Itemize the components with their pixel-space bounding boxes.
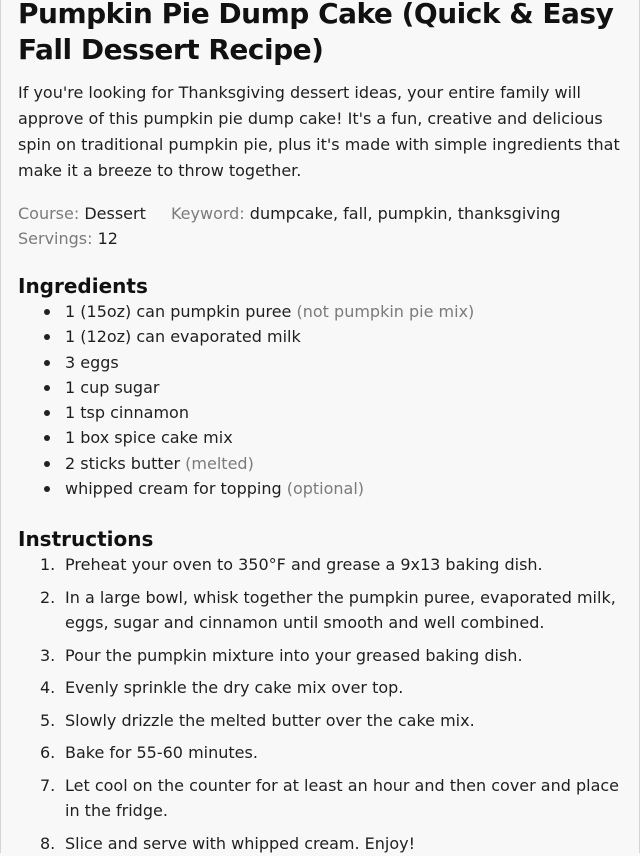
instruction-step xyxy=(18,552,623,578)
ingredient-note: (not pumpkin pie mix) xyxy=(296,302,475,321)
instruction-step xyxy=(18,585,623,636)
meta-row-course-keyword xyxy=(18,201,623,226)
page-title: Pumpkin Pie Dump Cake (Quick & Easy Fall Dessert Recipe) xyxy=(18,0,614,66)
bullet-icon xyxy=(44,360,50,366)
servings-label: Servings: xyxy=(18,229,93,248)
step-number: 8. xyxy=(40,833,56,853)
instruction-step xyxy=(18,675,623,701)
bullet-icon xyxy=(44,486,50,492)
ingredient-item xyxy=(18,324,623,349)
step-text: Evenly sprinkle the dry cake mix over top. xyxy=(65,678,404,698)
step-number: 6. xyxy=(40,743,56,763)
instructions-list xyxy=(18,552,623,856)
ingredient-text: 1 (15oz) can pumpkin puree xyxy=(65,302,292,321)
ingredient-item xyxy=(18,350,623,375)
recipe-intro: If you're looking for Thanksgiving dessert ideas, your entire family will approve of this pumpkin pie dump cake! It's a fun, creative and delicious spin on traditional pumpkin pie, plus it's made with simple ingredients that make it a breeze to throw together. xyxy=(18,83,620,180)
instruction-step xyxy=(18,740,623,766)
ingredient-item xyxy=(18,451,623,476)
instruction-step xyxy=(18,643,623,669)
ingredients-list xyxy=(18,299,623,501)
bullet-icon xyxy=(44,410,50,416)
step-text: Pour the pumpkin mixture into your greased baking dish. xyxy=(65,645,523,665)
ingredients-heading: Ingredients xyxy=(18,274,148,298)
step-number: 1. xyxy=(40,555,56,575)
ingredient-item xyxy=(18,476,623,501)
ingredient-text: 1 cup sugar xyxy=(65,377,160,397)
step-number: 7. xyxy=(40,775,56,795)
step-text: In a large bowl, whisk together the pumpkin puree, evaporated milk, eggs, sugar and cinnamon until smooth and well combined. xyxy=(65,587,616,633)
course-value: Dessert xyxy=(84,204,146,223)
ingredient-text: 1 box spice cake mix xyxy=(65,428,233,448)
step-number: 4. xyxy=(40,678,56,698)
ingredient-item xyxy=(18,400,623,425)
step-text: Slice and serve with whipped cream. Enjoy! xyxy=(65,833,416,853)
servings-value: 12 xyxy=(97,229,118,248)
instructions-heading: Instructions xyxy=(18,527,154,552)
ingredient-note: (optional) xyxy=(286,479,365,499)
keyword-value: dumpcake, fall, pumpkin, thanksgiving xyxy=(249,204,561,223)
ingredient-text: whipped cream for topping xyxy=(65,479,282,499)
bullet-icon xyxy=(44,334,50,340)
bullet-icon xyxy=(44,385,50,391)
bullet-icon xyxy=(44,461,50,467)
recipe-meta xyxy=(18,201,623,251)
step-number: 2. xyxy=(40,587,56,607)
ingredient-item xyxy=(18,425,623,450)
step-text: Let cool on the counter for at least an hour and then cover and place in the fridge. xyxy=(65,775,620,821)
instruction-step xyxy=(18,773,623,824)
ingredient-text: 2 sticks butter xyxy=(65,453,181,473)
ingredient-text: 1 (12oz) can evaporated milk xyxy=(65,327,301,347)
instruction-step xyxy=(18,831,623,856)
bullet-icon xyxy=(44,309,50,315)
bullet-icon xyxy=(44,435,50,441)
instruction-step xyxy=(18,708,623,734)
step-number: 5. xyxy=(40,710,56,730)
course-label: Course: xyxy=(18,204,80,223)
ingredient-item xyxy=(18,375,623,400)
step-text: Slowly drizzle the melted butter over the cake mix. xyxy=(65,710,475,730)
ingredient-item xyxy=(18,299,623,324)
ingredient-text: 1 tsp cinnamon xyxy=(65,403,189,423)
step-number: 3. xyxy=(40,645,56,665)
ingredient-text: 3 eggs xyxy=(65,352,119,372)
keyword-label: Keyword: xyxy=(170,204,245,223)
ingredient-note: (melted) xyxy=(185,453,254,473)
step-text: Preheat your oven to 350°F and grease a 9x13 baking dish. xyxy=(65,555,543,575)
meta-row-servings xyxy=(18,226,623,251)
step-text: Bake for 55-60 minutes. xyxy=(65,743,258,763)
